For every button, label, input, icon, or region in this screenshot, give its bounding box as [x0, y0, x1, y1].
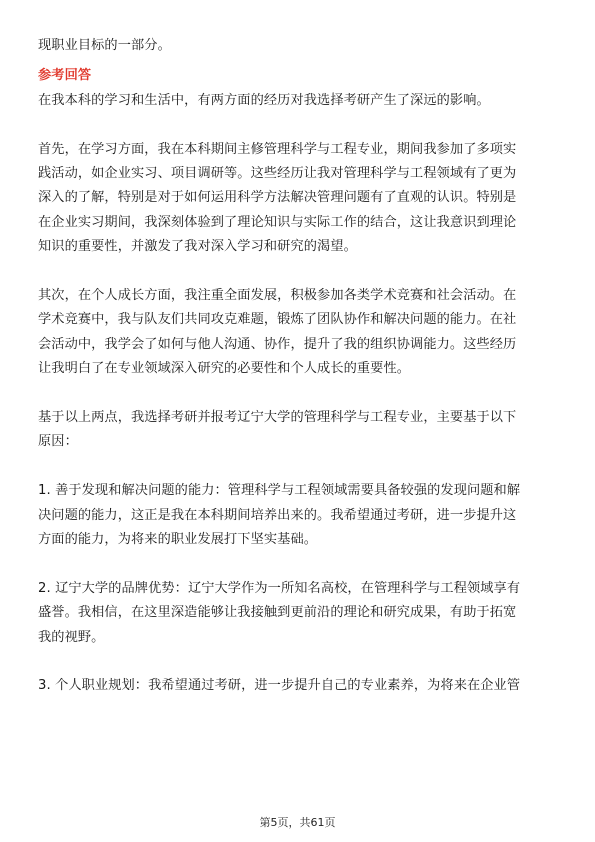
list-item-2 — [38, 577, 560, 650]
paragraph-intro — [38, 89, 560, 113]
text-line: 2. 辽宁大学的品牌优势：辽宁大学作为一所知名高校，在管理科学与工程领域享有 — [38, 580, 521, 596]
text-line: 1. 善于发现和解决问题的能力：管理科学与工程领域需要具备较强的发现问题和解 — [38, 483, 521, 499]
paragraph-gap — [38, 382, 560, 406]
list-item-3 — [38, 674, 560, 698]
text-line: 决问题的能力，这正是我在本科期间培养出来的。我希望通过考研，进一步提升这 — [38, 507, 517, 523]
text-line: 会活动中，我学会了如何与他人沟通、协作，提升了我的组织协调能力。这些经历 — [38, 336, 517, 352]
text-line: 践活动，如企业实习、项目调研等。这些经历让我对管理科学与工程领域有了更为 — [38, 166, 517, 182]
text-line: 原因： — [38, 434, 78, 450]
text-line: 在企业实习期间，我深刻体验到了理论知识与实际工作的结合，这让我意识到理论 — [38, 214, 517, 230]
text-line: 盛誉。我相信，在这里深造能够让我接触到更前沿的理论和研究成果，有助于拓宽 — [38, 605, 517, 621]
paragraph-basis — [38, 406, 560, 455]
text-line: 深入的了解，特别是对于如何运用科学方法解决管理问题有了直观的认识。特别是 — [38, 190, 517, 206]
intro-tail-text — [38, 34, 560, 58]
list-item-1 — [38, 479, 560, 552]
text-line: 方面的能力，为将来的职业发展打下坚实基础。 — [38, 532, 318, 548]
paragraph-second — [38, 284, 560, 382]
text-line: 现职业目标的一部分。 — [38, 38, 171, 53]
paragraph-gap — [38, 552, 560, 576]
text-line: 3. 个人职业规划：我希望通过考研，进一步提升自己的专业素养，为将来在企业管 — [38, 678, 521, 694]
text-line: 其次，在个人成长方面，我注重全面发展，积极参加各类学术竞赛和社会活动。在 — [38, 288, 517, 304]
text-line: 基于以上两点，我选择考研并报考辽宁大学的管理科学与工程专业，主要基于以下 — [38, 410, 517, 426]
text-line: 首先，在学习方面，我在本科期间主修管理科学与工程专业，期间我参加了多项实 — [38, 141, 517, 157]
paragraph-gap — [38, 455, 560, 479]
text-line: 知识的重要性，并激发了我对深入学习和研究的渴望。 — [38, 239, 357, 255]
text-line: 在我本科的学习和生活中，有两方面的经历对我选择考研产生了深远的影响。 — [38, 92, 490, 108]
document-body — [38, 34, 560, 699]
text-line: 让我明白了在专业领域深入研究的必要性和个人成长的重要性。 — [38, 361, 411, 377]
answer-heading: 参考回答 — [38, 68, 92, 84]
paragraph-gap — [38, 113, 560, 137]
paragraph-gap — [38, 650, 560, 674]
text-line: 我的视野。 — [38, 629, 105, 645]
paragraph-first — [38, 138, 560, 260]
page-number-footer: 第5页，共61页 — [259, 816, 336, 829]
text-line: 学术竞赛中，我与队友们共同攻克难题，锻炼了团队协作和解决问题的能力。在社 — [38, 312, 517, 328]
paragraph-gap — [38, 260, 560, 284]
